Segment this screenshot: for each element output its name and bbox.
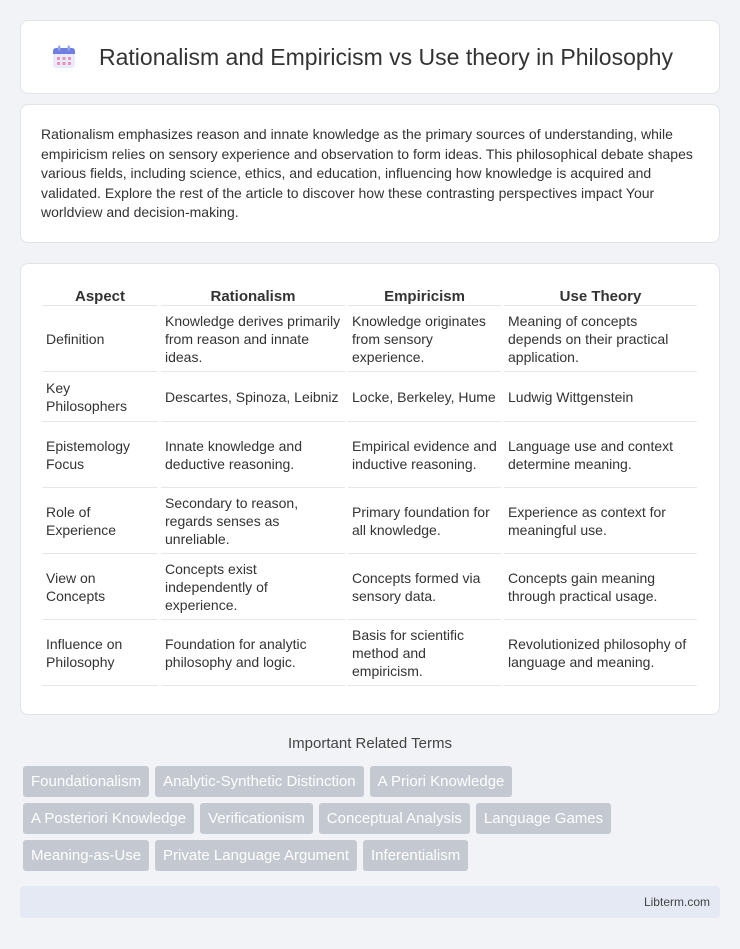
cell-use-theory: Meaning of concepts depends on their practical application. [504,306,697,372]
table-row [42,488,697,554]
cell-aspect: View on Concepts [42,554,158,620]
tag-private-language-argument[interactable]: Private Language Argument [155,840,357,871]
table-row [42,372,697,422]
footer [20,886,720,918]
cell-aspect: Key Philosophers [42,372,158,422]
header-aspect: Aspect [42,284,158,306]
footer-link[interactable]: Libterm.com [643,895,710,909]
header-use-theory: Use Theory [504,284,697,306]
cell-use-theory: Concepts gain meaning through practical usage. [504,554,697,620]
related-terms-title: Important Related Terms [288,735,452,752]
cell-empiricism: Concepts formed via sensory data. [348,554,501,620]
cell-use-theory: Experience as context for meaningful use. [504,488,697,554]
cell-empiricism: Knowledge originates from sensory experience. [348,306,501,372]
cell-rationalism: Innate knowledge and deductive reasoning. [161,422,345,488]
intro-text: Rationalism emphasizes reason and innate knowledge as the primary sources of understanding, while empiricism relies on sensory experience and observation to form ideas. This philosophical debate shapes various fields, including science, ethics, and education, influencing how knowledge is acquired and validated. Explore the rest of the article to discover how these contrasting perspectives impact Your worldview and decision-making. [41,126,693,220]
cell-rationalism: Concepts exist independently of experience. [161,554,345,620]
table-row [42,554,697,620]
cell-rationalism: Foundation for analytic philosophy and logic. [161,620,345,686]
calendar-icon [51,44,77,70]
tag-inferentialism[interactable]: Inferentialism [363,840,468,871]
header-empiricism: Empiricism [348,284,501,306]
comparison-table-card [20,263,720,715]
cell-aspect: Role of Experience [42,488,158,554]
table-row [42,620,697,686]
page-title: Rationalism and Empiricism vs Use theory in Philosophy [99,43,673,70]
header-rationalism: Rationalism [161,284,345,306]
table-row [42,422,697,488]
related-terms-list [23,766,723,877]
table-row [42,306,697,372]
cell-rationalism: Knowledge derives primarily from reason and innate ideas. [161,306,345,372]
cell-empiricism: Empirical evidence and inductive reasoning. [348,422,501,488]
comparison-table [39,284,700,686]
cell-use-theory: Ludwig Wittgenstein [504,372,697,422]
cell-empiricism: Locke, Berkeley, Hume [348,372,501,422]
tag-analytic-synthetic-distinction[interactable]: Analytic-Synthetic Distinction [155,766,364,797]
intro-card [20,104,720,243]
cell-use-theory: Language use and context determine meaning. [504,422,697,488]
cell-aspect: Epistemology Focus [42,422,158,488]
cell-aspect: Influence on Philosophy [42,620,158,686]
tag-conceptual-analysis[interactable]: Conceptual Analysis [319,803,470,834]
cell-rationalism: Descartes, Spinoza, Leibniz [161,372,345,422]
tag-language-games[interactable]: Language Games [476,803,611,834]
cell-aspect: Definition [42,306,158,372]
tag-meaning-as-use[interactable]: Meaning-as-Use [23,840,149,871]
tag-verificationism[interactable]: Verificationism [200,803,313,834]
cell-use-theory: Revolutionized philosophy of language and meaning. [504,620,697,686]
tag-a-priori-knowledge[interactable]: A Priori Knowledge [370,766,513,797]
tag-foundationalism[interactable]: Foundationalism [23,766,149,797]
cell-empiricism: Basis for scientific method and empiricism. [348,620,501,686]
header-card [20,20,720,94]
cell-empiricism: Primary foundation for all knowledge. [348,488,501,554]
tag-a-posteriori-knowledge[interactable]: A Posteriori Knowledge [23,803,194,834]
cell-rationalism: Secondary to reason, regards senses as unreliable. [161,488,345,554]
